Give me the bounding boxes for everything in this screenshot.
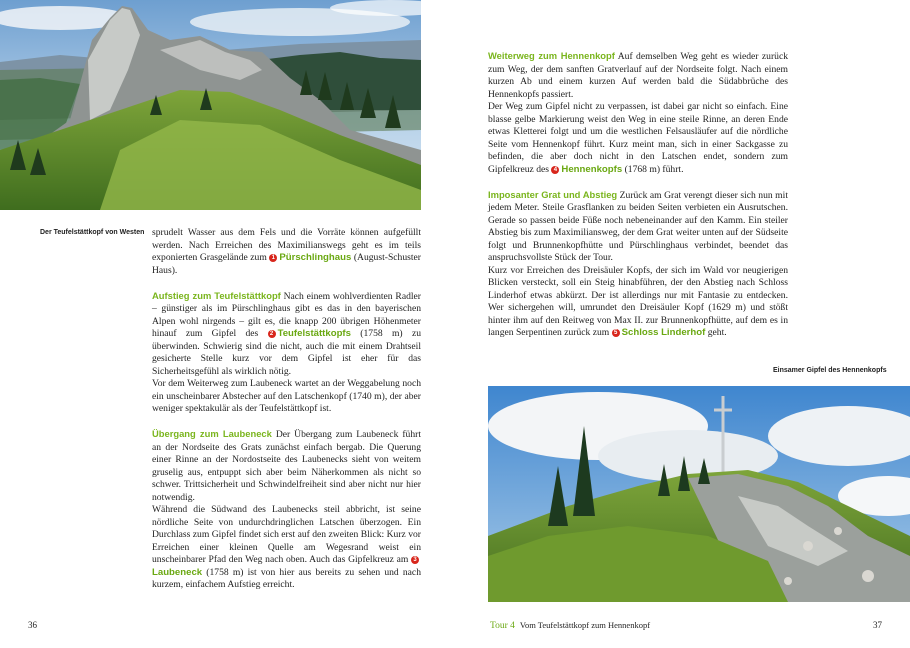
place-laubeneck: Laubeneck — [152, 566, 203, 578]
page-number-left: 36 — [28, 620, 37, 630]
grat-text-b: Kurz vor Erreichen des Dreisäuler Kopfs, der sich im Wald vor neugierigen Blicken versteckt, soll ein Steig hinabführen, der den Abstieg nach Schloss Linderhof etwas abkürzt. Der ist allerdings nur mit Fantasie zu entdecken. Wer sichergehen will, umrundet den Dreisäuler Kopf (1629 m) und stößt hinter ihm auf den Reitweg von Max II. zur Brunnenkopfhütte, auf dem es in langen Serpentinen zurück zum — [488, 264, 788, 338]
place-hennenkopf: Hennenkopfs — [561, 163, 623, 175]
section-grat — [488, 189, 788, 265]
photo-caption-right: Einsamer Gipfel des Hennenkopfs — [773, 367, 887, 374]
running-footer — [490, 620, 650, 631]
aufstieg-text-a: Nach einem wohlverdienten Radler – günstiger als im Pürschlinghaus gibt es das in den bayerischen Alpen wohl nirgends – gilt es, die knapp 200 übrigen Höhenmeter hinauf zum Gipfel des — [152, 290, 421, 339]
right-page — [455, 0, 910, 648]
section-weiterweg — [488, 50, 788, 101]
right-text-column — [488, 50, 788, 340]
aufstieg-text-b: (1758 m) zu überwinden. Schwierig sind die nicht, auch die mit einem Drahtseil gesicherte Stelle kurz vor dem Gipfel ist eher für das Sicherheitsgefühl als wirklich nötig. — [152, 328, 421, 377]
aufstieg-text-c: Vor dem Weiterweg zum Laubeneck wartet an der Weggabelung noch ein unscheinbarer Abstecher auf den Latschenkopf (1740 m), der aber weniger spektakulär als der Teufelstättkopf ist. — [152, 378, 421, 414]
weiterweg-text-a: Auf demselben Weg geht es wieder zurück zum Weg, der dem sanften Gratverlauf auf der Nordseite folgt. Nach einem kurzen Ab und einem kurzen Auf werden bald die Südabbrüche des Hennenkopfs passiert. — [488, 51, 788, 100]
summit-cross-photo-svg — [488, 386, 910, 602]
weiterweg-text-b: Der Weg zum Gipfel nicht zu verpassen, ist dabei gar nicht so einfach. Eine blasse gelbe Markierung weist den Weg in eine steile Rinne, an deren Ende etwas Kletterei folgt und um die westlichen Felsausläufer auf die nördliche Seite vom Hennenkopf führt. Kurz meint man, sich in einer Sackgasse zu befinden, die aber doch nicht in den Latschen endet, sondern zum Gipfelkreuz des — [488, 101, 788, 175]
weiterweg-paragraph-b — [488, 101, 788, 176]
paragraph-gap — [488, 176, 788, 189]
heading-uebergang: Übergang zum Laubeneck — [152, 428, 272, 439]
place-puerschlinghaus: Pürschlinghaus — [279, 252, 352, 263]
left-text-column — [152, 227, 421, 592]
uebergang-text-a: Der Übergang zum Laubeneck führt an der Nordseite des Grats zunächst einfach bergab. Die Querung einer Rinne an der Nordostseite des Laubenecks sieht von weitem gruselig aus, entpuppt sich aber beim Näherkommen als nicht so schwer. Trittsicherheit und Schwindelfreiheit sind aber nicht nur hier notwendig. — [152, 429, 421, 503]
grat-text-c: geht. — [705, 327, 727, 338]
heading-weiterweg: Weiterweg zum Hennenkopf — [488, 50, 615, 61]
grat-text-a: Zurück am Grat verengt dieser sich nun mit jedem Meter. Steile Grasflanken zu beiden Seiten verbieten ein Ausrutschen. Gerade so passen beide Füße noch nebeneinander auf den Kamm. Ein steiler Abstieg bis zum Maximiliansweg, der dem Grat weiter unten auf der Südseite folgt und Brunnenkopfhütte und Pürschlinghaus verbindet, beendet das anspruchsvollste Stück der Tour. — [488, 189, 788, 263]
place-schloss-linderhof: Schloss Linderhof — [621, 327, 706, 338]
uebergang-text-c: (1758 m) ist von hier aus bereits zu sehen und nach kurzem, einfachem Aufstieg erreicht. — [152, 566, 421, 590]
heading-grat: Imposanter Grat und Abstieg — [488, 188, 618, 200]
footer-tour-label: Tour 4 — [490, 621, 515, 631]
waypoint-marker-2: 2 — [268, 330, 276, 338]
waypoint-marker-3: 3 — [411, 556, 419, 564]
waypoint-marker-5: 5 — [612, 329, 620, 337]
intro-text-a: sprudelt Wasser aus dem Fels und die Vorräte können aufgefüllt werden. Nach Erreichen des Maximilianswegs geht es im teils exponierten Grasgelände zum — [152, 227, 421, 263]
section-uebergang — [152, 428, 421, 504]
uebergang-text-b: Während die Südwand des Laubenecks steil abbricht, ist seine nördliche Seite von undurchdringlichen Latschen überzogen. Ein Durchlass zum Gipfel findet sich erst auf den zweiten Blick: Kurz vor Erreichen einer kleinen Quelle am Wegesrand weist ein unscheinbarer Pfad den Weg nach oben. Auch das Gipfelkreuz am — [152, 504, 421, 565]
hennenkopf-photo — [488, 386, 910, 602]
footer-tour-title: Vom Teufelstättkopf zum Hennenkopf — [519, 620, 651, 630]
place-teufelstaettkopf: Teufelstättkopfs — [277, 328, 351, 339]
section-aufstieg — [152, 290, 421, 379]
teufelstaettkopf-photo — [0, 0, 421, 210]
uebergang-paragraph-b — [152, 504, 421, 592]
paragraph-gap — [152, 277, 421, 290]
paragraph-gap — [152, 416, 421, 429]
page-number-right: 37 — [873, 620, 882, 630]
weiterweg-text-c: (1768 m) führt. — [622, 163, 684, 175]
mountain-photo-svg — [0, 0, 421, 210]
grat-paragraph-b — [488, 265, 788, 340]
waypoint-marker-1: 1 — [269, 254, 277, 262]
photo-caption-left: Der Teufelstättkopf von Westen — [40, 229, 145, 236]
intro-text-b: (August-Schuster Haus). — [152, 252, 421, 276]
intro-paragraph — [152, 227, 421, 277]
heading-aufstieg: Aufstieg zum Teufelstättkopf — [152, 289, 281, 301]
waypoint-marker-4: 4 — [551, 166, 559, 174]
